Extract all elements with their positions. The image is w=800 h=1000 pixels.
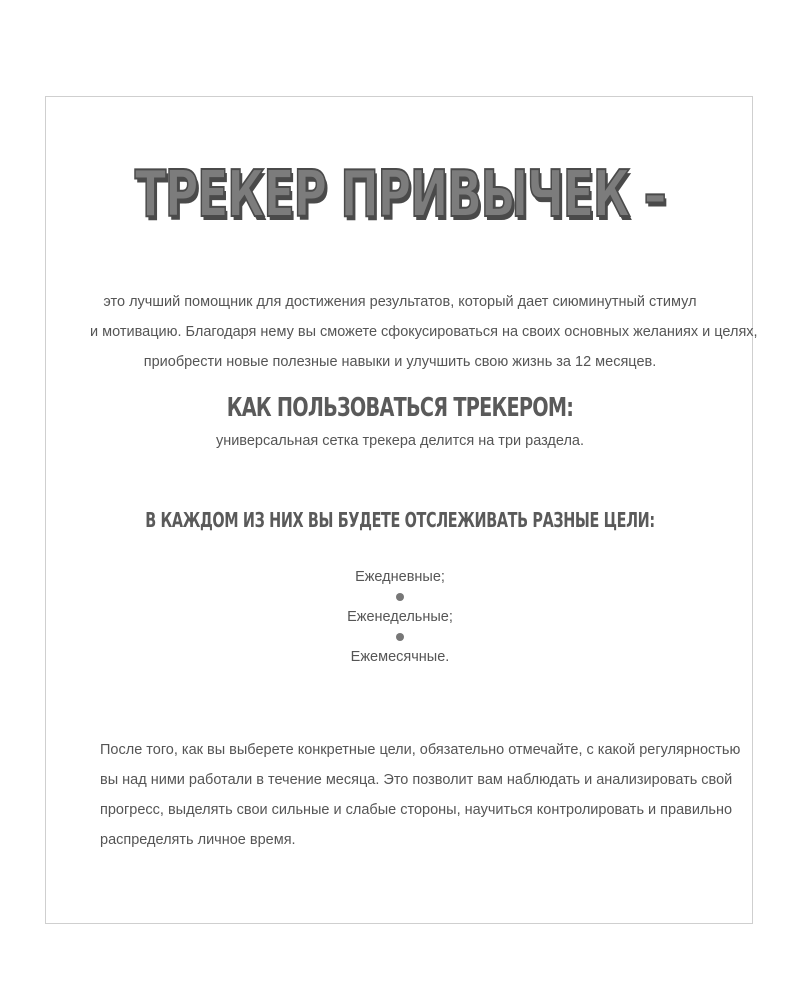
howto-subtitle: универсальная сетка трекера делится на три раздела. [215,433,585,449]
goals-list [0,563,800,671]
intro-line: приобрести новые полезные навыки и улучшить свою жизнь за 12 месяцев. [143,354,657,370]
bullet-divider [0,593,800,601]
bullet-divider [0,633,800,641]
outro-line: распределять личное время. [100,832,296,848]
outro-line: После того, как вы выберете конкретные цели, обязательно отмечайте, с какой регулярностью [100,742,741,758]
intro-paragraph [90,287,758,377]
intro-line: и мотивацию. Благодаря нему вы сможете сфокусироваться на своих основных желаниях и целях, [90,324,758,340]
outro-paragraph [100,735,741,855]
goals-section-heading: В КАЖДОМ ИЗ НИХ ВЫ БУДЕТЕ ОТСЛЕЖИВАТЬ РАЗНЫЕ ЦЕЛИ: [145,508,655,532]
bullet-dot-icon [396,633,404,641]
page-title: ТРЕКЕР ПРИВЫЧЕК – [134,158,666,232]
goal-item-weekly: Еженедельные; [347,609,453,625]
goal-item-daily: Ежедневные; [355,569,445,585]
outro-line: вы над ними работали в течение месяца. Это позволит вам наблюдать и анализировать свой [100,772,733,788]
outro-line: прогресс, выделять свои сильные и слабые стороны, научиться контролировать и правильно [100,802,733,818]
intro-line: это лучший помощник для достижения результатов, который дает сиюминутный стимул [103,294,697,310]
goal-item-monthly: Ежемесячные. [350,649,450,665]
bullet-dot-icon [396,593,404,601]
howto-heading: КАК ПОЛЬЗОВАТЬСЯ ТРЕКЕРОМ: [226,393,574,423]
